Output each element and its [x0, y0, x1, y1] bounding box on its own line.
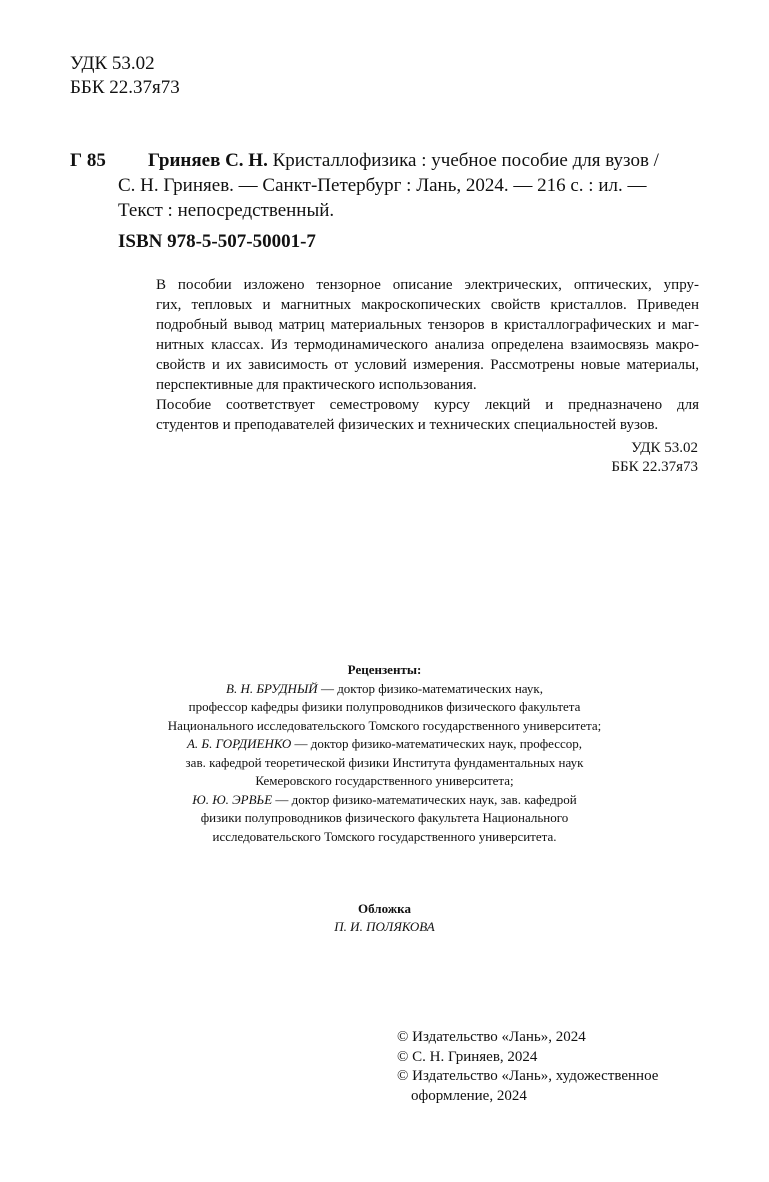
author-mark: Г 85 [70, 150, 106, 171]
copyright-author: © С. Н. Гриняев, 2024 [397, 1048, 538, 1065]
classification-codes-top [70, 52, 180, 100]
reviewer-credentials: — доктор физико-математических наук, зав. кафедрой [272, 791, 577, 807]
reviewer-3-affiliation: физики полупроводников физического факультета Национального [200, 810, 569, 825]
abstract-line: перспективные для практического использования. [156, 377, 477, 393]
abstract-line: студентов и преподавателей физических и технических специальностей вузов. [156, 417, 659, 433]
reviewer-1 [0, 680, 769, 699]
bibliographic-record [118, 148, 703, 223]
udc-code: УДК 53.02 [70, 53, 155, 74]
abstract-paragraph-2 [118, 395, 699, 435]
reviewer-credentials: — доктор физико-математических наук, профессор, [291, 736, 583, 751]
cover-designer: П. И. ПОЛЯКОВА [334, 919, 435, 934]
reviewer-2-affiliation: зав. кафедрой теоретической физики Института фундаментальных наук [185, 754, 584, 770]
copyright-design-cont: оформление, 2024 [411, 1087, 527, 1104]
copyright-design: © Издательство «Лань», художественное [397, 1068, 659, 1084]
copyright-publisher: © Издательство «Лань», 2024 [397, 1029, 586, 1045]
abstract-line: гих, тепловых и магнитных макроскопических свойств кристаллов. Приведен [156, 297, 699, 313]
abstract-line: В пособии изложено тензорное описание электрических, оптических, упру- [156, 277, 699, 293]
reviewer-name: Ю. Ю. ЭРВЬЕ [192, 791, 273, 807]
udc-code: УДК 53.02 [631, 440, 698, 456]
reviewer-1-affiliation: Национального исследовательского Томского государственного университета; [167, 717, 602, 733]
abstract-line: подробный вывод матриц материальных тензоров в кристаллографических и маг- [156, 317, 699, 333]
classification-codes-bottom [611, 439, 698, 477]
reviewers-heading: Рецензенты: [347, 662, 422, 677]
bbk-code: ББК 22.37я73 [611, 459, 698, 475]
isbn: ISBN 978-5-507-50001-7 [118, 231, 316, 252]
biblio-line-1 [118, 148, 703, 173]
cover-credit [0, 900, 769, 936]
copyright-block [397, 1028, 658, 1106]
reviewer-name: В. Н. БРУДНЫЙ [226, 680, 318, 696]
biblio-line-3: Текст : непосредственный. [118, 200, 335, 221]
abstract-line: Пособие соответствует семестровому курсу лекций и предназначено для [156, 397, 699, 413]
author-name: Гриняев С. Н. [148, 150, 268, 171]
biblio-line-2: С. Н. Гриняев. — Санкт-Петербург : Лань, 2024. — 216 с. : ил. — [118, 175, 647, 196]
reviewer-2-affiliation: Кемеровского государственного университета; [255, 773, 514, 788]
cover-heading: Обложка [358, 901, 411, 916]
reviewer-credentials: — доктор физико-математических наук, [317, 680, 543, 696]
abstract-line: свойств и их зависимость от условий измерения. Рассмотрены новые материалы, [156, 357, 699, 373]
abstract [118, 275, 699, 435]
abstract-paragraph-1 [118, 275, 699, 395]
reviewers-section [0, 661, 769, 846]
title-statement: Кристаллофизика : учебное пособие для вузов / [272, 150, 659, 171]
reviewer-3 [0, 791, 769, 810]
reviewer-name: А. Б. ГОРДИЕНКО [186, 736, 292, 751]
bbk-code: ББК 22.37я73 [70, 77, 180, 98]
reviewer-1-affiliation: профессор кафедры физики полупроводников физического факультета [188, 699, 581, 714]
reviewer-2 [0, 735, 769, 754]
abstract-line: нитных классах. Из термодинамического анализа определена взаимосвязь макро- [156, 337, 699, 353]
reviewer-3-affiliation: исследовательского Томского государственного университета. [212, 828, 557, 844]
